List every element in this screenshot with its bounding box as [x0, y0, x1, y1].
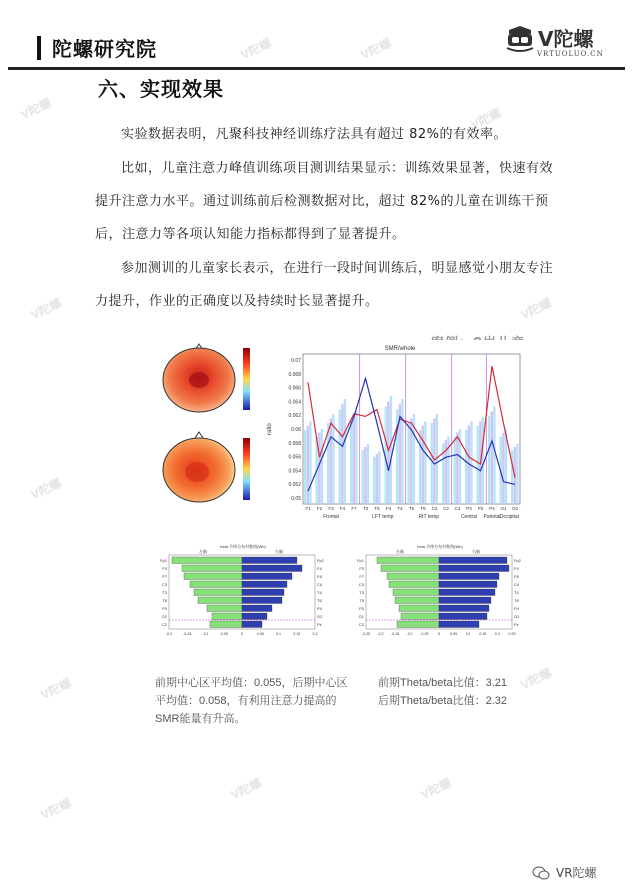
- smr-bar: [491, 411, 493, 504]
- bar-channel-label: T5: [162, 598, 167, 603]
- bar-left-hemisphere: [194, 589, 242, 596]
- bar-right-hemisphere: [242, 565, 302, 572]
- smr-region-label: RtT temp: [418, 514, 439, 520]
- smr-xtick-label: O2: [511, 506, 519, 511]
- smr-ytick-label: 0.056: [288, 454, 301, 461]
- smr-bar: [373, 457, 375, 504]
- smr-xtick-label: C3: [431, 506, 438, 511]
- smr-xtick-label: C2: [443, 506, 449, 511]
- topomap-panel: [143, 340, 255, 520]
- bar-right-side-left: 左脑: [396, 549, 404, 554]
- bar-right-title: beta 节律分布对称图(Wh): [417, 544, 463, 549]
- bar-right-hemisphere: [439, 581, 497, 588]
- bar-channel-label: Fp1: [160, 558, 167, 563]
- smr-bar: [456, 433, 458, 504]
- bar-xtick-label: 0: [241, 632, 243, 636]
- smr-bar: [424, 422, 426, 505]
- vr-headset-icon: [505, 24, 535, 56]
- bar-xtick-label: -0.25: [361, 632, 371, 636]
- bar-channel-label: C4: [514, 582, 520, 587]
- bar-right-hemisphere: [242, 589, 284, 596]
- bar-channel-label: F7: [162, 574, 167, 579]
- bar-left-hemisphere: [207, 605, 242, 612]
- smr-ytick-label: 0.05: [291, 496, 301, 502]
- bar-xtick-label: -0.05: [420, 632, 429, 636]
- wechat-icon: [532, 866, 550, 880]
- bar-xtick-label: 0.2: [494, 632, 500, 636]
- beta-bar-chart-right: [352, 543, 527, 643]
- smr-xtick-label: F7: [351, 506, 357, 511]
- bar-channel-label: P3: [359, 606, 364, 611]
- bar-channel-label: T6: [317, 598, 322, 603]
- bar-right-side-right: 右脑: [472, 549, 480, 554]
- smr-xtick-label: F1: [305, 506, 311, 511]
- bar-left-hemisphere: [397, 621, 439, 628]
- header-title: 陀螺研究院: [52, 37, 157, 61]
- smr-xtick-label: T4: [397, 506, 403, 511]
- bar-left-hemisphere: [190, 581, 242, 588]
- bar-right-hemisphere: [439, 597, 491, 604]
- smr-bar: [422, 426, 424, 504]
- bar-xtick-label: 0.05: [256, 632, 264, 636]
- bar-channel-label: P4: [317, 606, 322, 611]
- smr-bar: [344, 399, 346, 504]
- footer: [532, 864, 597, 881]
- bar-right-hemisphere: [439, 573, 499, 580]
- bar-channel-label: C2: [358, 622, 364, 627]
- smr-bar: [431, 423, 433, 504]
- bar-xtick-label: -0.15: [391, 632, 400, 636]
- smr-region-label: Occipital: [499, 514, 519, 520]
- smr-xtick-label: T5: [374, 506, 380, 511]
- beta-bar-chart-left: [155, 543, 330, 643]
- header-divider: [8, 67, 625, 70]
- smr-bar: [318, 433, 320, 504]
- smr-bar: [339, 410, 341, 505]
- logo-text: V陀螺: [538, 27, 594, 51]
- smr-bar: [408, 423, 410, 504]
- smr-bar: [350, 420, 352, 504]
- smr-bar: [470, 422, 472, 505]
- smr-bar: [353, 416, 355, 504]
- caption-right-line-2: 后期Theta/beta比值：2.32: [378, 695, 508, 707]
- bar-right-hemisphere: [439, 557, 507, 564]
- bar-left-hemisphere: [389, 581, 439, 588]
- smr-bar: [454, 437, 456, 505]
- colorbar-top: [243, 348, 250, 410]
- smr-xtick-label: P3: [466, 506, 472, 511]
- caption-left: [155, 674, 348, 728]
- smr-xtick-label: F4: [385, 506, 392, 511]
- bar-channel-label: F7: [359, 574, 364, 579]
- smr-ytick-label: 0.052: [288, 482, 301, 489]
- smr-region-label: Frontal: [323, 514, 339, 520]
- caption-right-line-1: 前期Theta/beta比值：3.21: [378, 677, 508, 689]
- bar-channel-label: P4: [514, 606, 519, 611]
- smr-bar: [433, 419, 435, 505]
- bar-channel-label: F4: [317, 566, 322, 571]
- bar-left-hemisphere: [381, 565, 439, 572]
- bar-channel-label: C3: [161, 582, 167, 587]
- bar-right-hemisphere: [242, 581, 287, 588]
- bar-left-hemisphere: [399, 605, 439, 612]
- bar-channel-label: T6: [514, 598, 519, 603]
- bar-right-hemisphere: [439, 613, 487, 620]
- smr-bar: [321, 429, 323, 504]
- bar-left-side-right: 右脑: [275, 549, 283, 554]
- bar-right-hemisphere: [439, 605, 489, 612]
- paragraph-3: 参加测训的儿童家长表示，在进行一段时间训练后，明显感觉小朋友专注力提升，作业的正确度以及持续时长显著提升。: [95, 261, 554, 309]
- bar-left-side-left: 左脑: [199, 549, 207, 554]
- bar-channel-label: Fp2: [514, 558, 521, 563]
- smr-bar: [362, 450, 364, 504]
- smr-bar: [341, 404, 343, 504]
- smr-ytick-label: 0.054: [288, 468, 301, 475]
- bar-channel-label: P3: [162, 606, 167, 611]
- bar-right-hemisphere: [242, 613, 267, 620]
- bar-left-hemisphere: [198, 597, 242, 604]
- paragraph-2: 比如，儿童注意力峰值训练项目测训结果显示：训练效果显著，快速有效提升注意力水平。通过训练前后检测数据对比，超过 82%的儿童在训练干预后，注意力等各项认知能力指标都得到了显著提升。: [95, 161, 554, 242]
- smr-xtick-label: P2: [477, 506, 484, 511]
- caption-left-line-1: 前期中心区平均值：0.055，后期中心区: [155, 677, 348, 689]
- bar-xtick-label: 0.25: [508, 632, 516, 636]
- bar-right-hemisphere: [439, 621, 479, 628]
- smr-region-label: Parietal: [483, 514, 501, 520]
- bar-left-hemisphere: [401, 613, 439, 620]
- smr-ylabel: ratio: [267, 423, 273, 435]
- smr-bar: [387, 401, 389, 504]
- smr-ytick-label: 0.064: [288, 399, 301, 406]
- smr-xtick-label: F2: [316, 506, 323, 511]
- smr-bar: [488, 416, 490, 504]
- bar-xtick-label: 0.15: [479, 632, 487, 636]
- smr-bar: [482, 417, 484, 504]
- bar-channel-label: F8: [317, 574, 322, 579]
- caption-left-line-2: 平均值：0.058，有利用注意力提高的: [155, 695, 337, 707]
- smr-xtick-label: F4: [339, 506, 346, 511]
- bar-right-hemisphere: [242, 573, 292, 580]
- smr-bar: [502, 433, 504, 504]
- bar-channel-label: O2: [317, 614, 323, 619]
- bar-xtick-label: 0: [438, 632, 440, 636]
- bar-channel-label: O2: [514, 614, 520, 619]
- paragraph-1: 实验数据表明，凡聚科技神经训练疗法具有超过 82%的有效率。: [121, 127, 508, 142]
- bar-channel-label: T4: [514, 590, 519, 595]
- bar-channel-label: Fp1: [357, 558, 364, 563]
- smr-xtick-label: P4: [489, 506, 495, 511]
- bar-xtick-label: 0.1: [465, 632, 471, 636]
- bar-channel-label: F4: [514, 566, 519, 571]
- bar-channel-label: T3: [162, 590, 167, 595]
- smr-line-chart: [265, 340, 525, 525]
- section-title: 六、实现效果: [98, 77, 224, 101]
- smr-ytick-label: 0.06: [291, 427, 301, 433]
- smr-bar: [516, 444, 518, 504]
- logo-url: VRTUOLUO.CN: [537, 50, 604, 58]
- smr-bar: [364, 447, 366, 504]
- smr-ytick-label: 0.07: [291, 358, 301, 364]
- smr-xtick-label: T3: [362, 506, 369, 511]
- bar-channel-label: T4: [317, 590, 322, 595]
- bar-channel-label: F8: [514, 574, 519, 579]
- smr-bar: [376, 454, 378, 504]
- smr-bar: [367, 444, 369, 504]
- smr-bar: [401, 399, 403, 504]
- bar-left-hemisphere: [172, 557, 242, 564]
- smr-bar: [390, 396, 392, 504]
- bar-right-hemisphere: [242, 557, 297, 564]
- bar-channel-label: F3: [162, 566, 167, 571]
- smr-bar: [355, 411, 357, 504]
- smr-ytick-label: 0.066: [288, 385, 301, 392]
- bar-xtick-label: -0.05: [219, 632, 228, 636]
- smr-bar: [309, 422, 311, 505]
- bar-xtick-label: -0.2: [165, 632, 173, 636]
- caption-left-line-3: SMR能量有升高。: [155, 713, 246, 725]
- smr-bar: [419, 430, 421, 504]
- smr-chart-title: SMR/whole: [384, 346, 416, 352]
- smr-bar: [330, 419, 332, 505]
- bar-xtick-label: -0.1: [202, 632, 209, 636]
- bar-channel-label: C4: [317, 582, 323, 587]
- bar-channel-label: T5: [359, 598, 364, 603]
- smr-ytick-label: 0.068: [288, 371, 301, 378]
- bar-xtick-label: -0.2: [377, 632, 384, 636]
- bar-channel-label: F3: [359, 566, 364, 571]
- bar-left-hemisphere: [212, 613, 242, 620]
- bar-left-hemisphere: [387, 573, 439, 580]
- smr-xtick-label: F3: [328, 506, 334, 511]
- bar-channel-label: Pz: [514, 622, 519, 627]
- bar-channel-label: Pz: [317, 622, 322, 627]
- smr-ytick-label: 0.062: [288, 413, 301, 420]
- bar-xtick-label: 0.2: [312, 632, 318, 636]
- bar-left-hemisphere: [393, 589, 439, 596]
- smr-region-label: LFT temp: [372, 514, 394, 520]
- smr-xtick-label: T6: [408, 506, 415, 511]
- bar-xtick-label: 0.1: [276, 632, 281, 636]
- bar-xtick-label: -0.1: [406, 632, 413, 636]
- header-accent-bar: [37, 36, 41, 60]
- bar-channel-label: O1: [358, 614, 364, 619]
- bar-left-hemisphere: [210, 621, 242, 628]
- bar-xtick-label: -0.15: [183, 632, 192, 636]
- smr-bar: [378, 452, 380, 505]
- smr-bar: [307, 426, 309, 504]
- bar-left-hemisphere: [377, 557, 439, 564]
- smr-xtick-label: T8: [420, 506, 426, 511]
- bar-xtick-label: 0.05: [450, 632, 458, 636]
- bar-right-hemisphere: [242, 605, 272, 612]
- bar-channel-label: C2: [161, 622, 167, 627]
- bar-left-hemisphere: [182, 565, 242, 572]
- smr-bar: [465, 430, 467, 504]
- bar-left-hemisphere: [395, 597, 439, 604]
- colorbar-bottom: [243, 438, 250, 500]
- bar-xtick-label: 0.15: [293, 632, 301, 636]
- bar-channel-label: Fp2: [317, 558, 324, 563]
- bar-right-hemisphere: [439, 589, 495, 596]
- caption-right: [378, 674, 507, 710]
- smr-bar: [493, 407, 495, 505]
- bar-left-hemisphere: [184, 573, 242, 580]
- smr-region-label: Central: [460, 514, 478, 520]
- page-header: [0, 0, 633, 72]
- smr-bar: [304, 430, 306, 504]
- bar-left-title: beta 节律分布对称图(Wh): [220, 544, 266, 549]
- brand-logo: [505, 20, 605, 64]
- bar-right-hemisphere: [242, 621, 262, 628]
- bar-channel-label: C3: [358, 582, 364, 587]
- smr-xtick-label: C4: [454, 506, 461, 511]
- bar-channel-label: T3: [359, 590, 364, 595]
- smr-bar: [477, 426, 479, 504]
- footer-text: VR陀螺: [556, 866, 597, 880]
- bar-right-hemisphere: [242, 597, 282, 604]
- topomap-before: [163, 344, 235, 412]
- smr-xtick-label: O1: [500, 506, 507, 511]
- smr-ytick-label: 0.058: [288, 440, 301, 447]
- bar-right-hemisphere: [439, 565, 509, 572]
- bar-channel-label: O1: [161, 614, 167, 619]
- topomap-after: [163, 432, 235, 502]
